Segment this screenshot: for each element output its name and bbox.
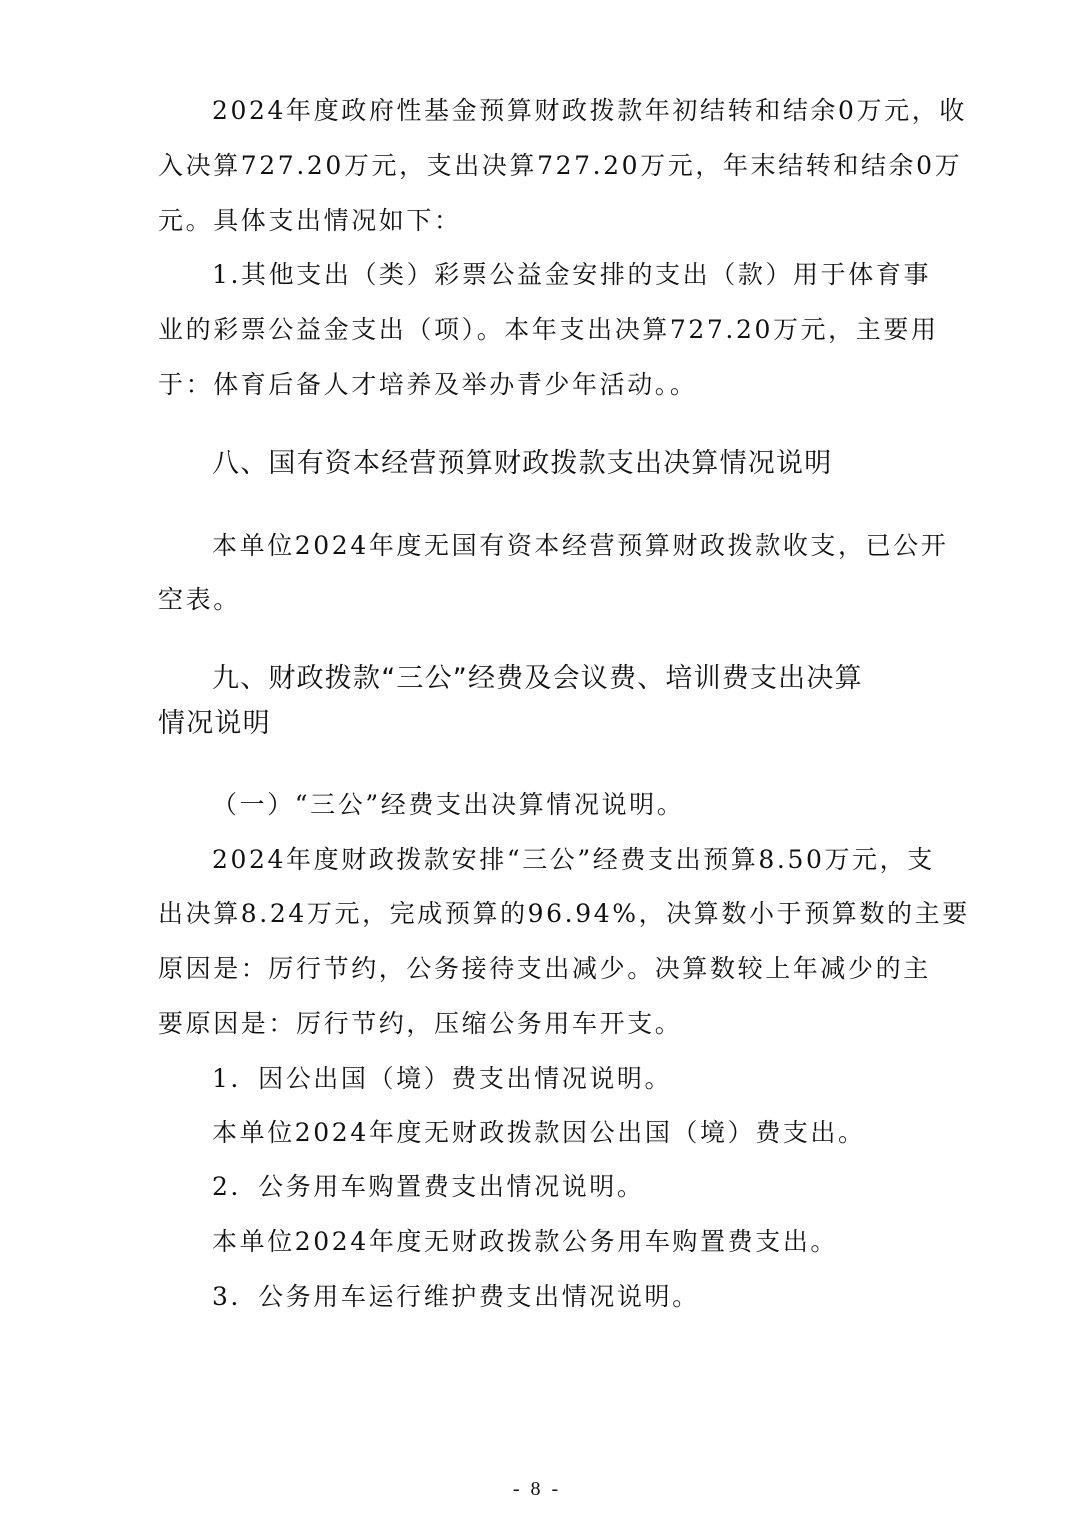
list-item-line: 1.其他支出（类）彩票公益金安排的支出（款）用于体育事 bbox=[212, 260, 932, 289]
page-number: - 8 - bbox=[512, 1478, 562, 1500]
list-item-title: 2．公务用车购置费支出情况说明。 bbox=[212, 1172, 645, 1201]
paragraph-line: 入决算727.20万元，支出决算727.20万元，年末结转和结余0万 bbox=[158, 151, 963, 180]
paragraph-line: 原因是：厉行节约，公务接待支出减少。决算数较上年减少的主 bbox=[158, 954, 931, 983]
section-heading: 情况说明 bbox=[158, 708, 271, 739]
paragraph-line: 空表。 bbox=[158, 585, 241, 614]
paragraph-line: 2024年度财政拨款安排“三公”经费支出预算8.50万元，支 bbox=[212, 845, 935, 874]
list-item-text: 本单位2024年度无财政拨款公务用车购置费支出。 bbox=[212, 1227, 839, 1256]
section-heading: 八、国有资本经营预算财政拨款支出决算情况说明 bbox=[212, 448, 833, 479]
paragraph-line: 出决算8.24万元，完成预算的96.94%，决算数小于预算数的主要 bbox=[158, 899, 970, 928]
list-item-text: 本单位2024年度无财政拨款因公出国（境）费支出。 bbox=[212, 1118, 866, 1147]
paragraph-line: 2024年度政府性基金预算财政拨款年初结转和结余0万元，收 bbox=[212, 96, 967, 125]
list-item-line: 业的彩票公益金支出（项）。本年支出决算727.20万元，主要用 bbox=[158, 315, 939, 344]
list-item-title: 1．因公出国（境）费支出情况说明。 bbox=[212, 1064, 673, 1093]
list-item-line: 于：体育后备人才培养及举办青少年活动。。 bbox=[158, 370, 698, 399]
list-item-title: 3．公务用车运行维护费支出情况说明。 bbox=[212, 1282, 700, 1311]
paragraph-line: 元。具体支出情况如下： bbox=[158, 206, 462, 235]
paragraph-line: 要原因是：厉行节约，压缩公务用车开支。 bbox=[158, 1009, 683, 1038]
subsection-title: （一）“三公”经费支出决算情况说明。 bbox=[212, 790, 685, 819]
section-heading: 九、财政拨款“三公”经费及会议费、培训费支出决算 bbox=[212, 663, 863, 694]
paragraph-line: 本单位2024年度无国有资本经营预算财政拨款收支，已公开 bbox=[212, 531, 949, 560]
